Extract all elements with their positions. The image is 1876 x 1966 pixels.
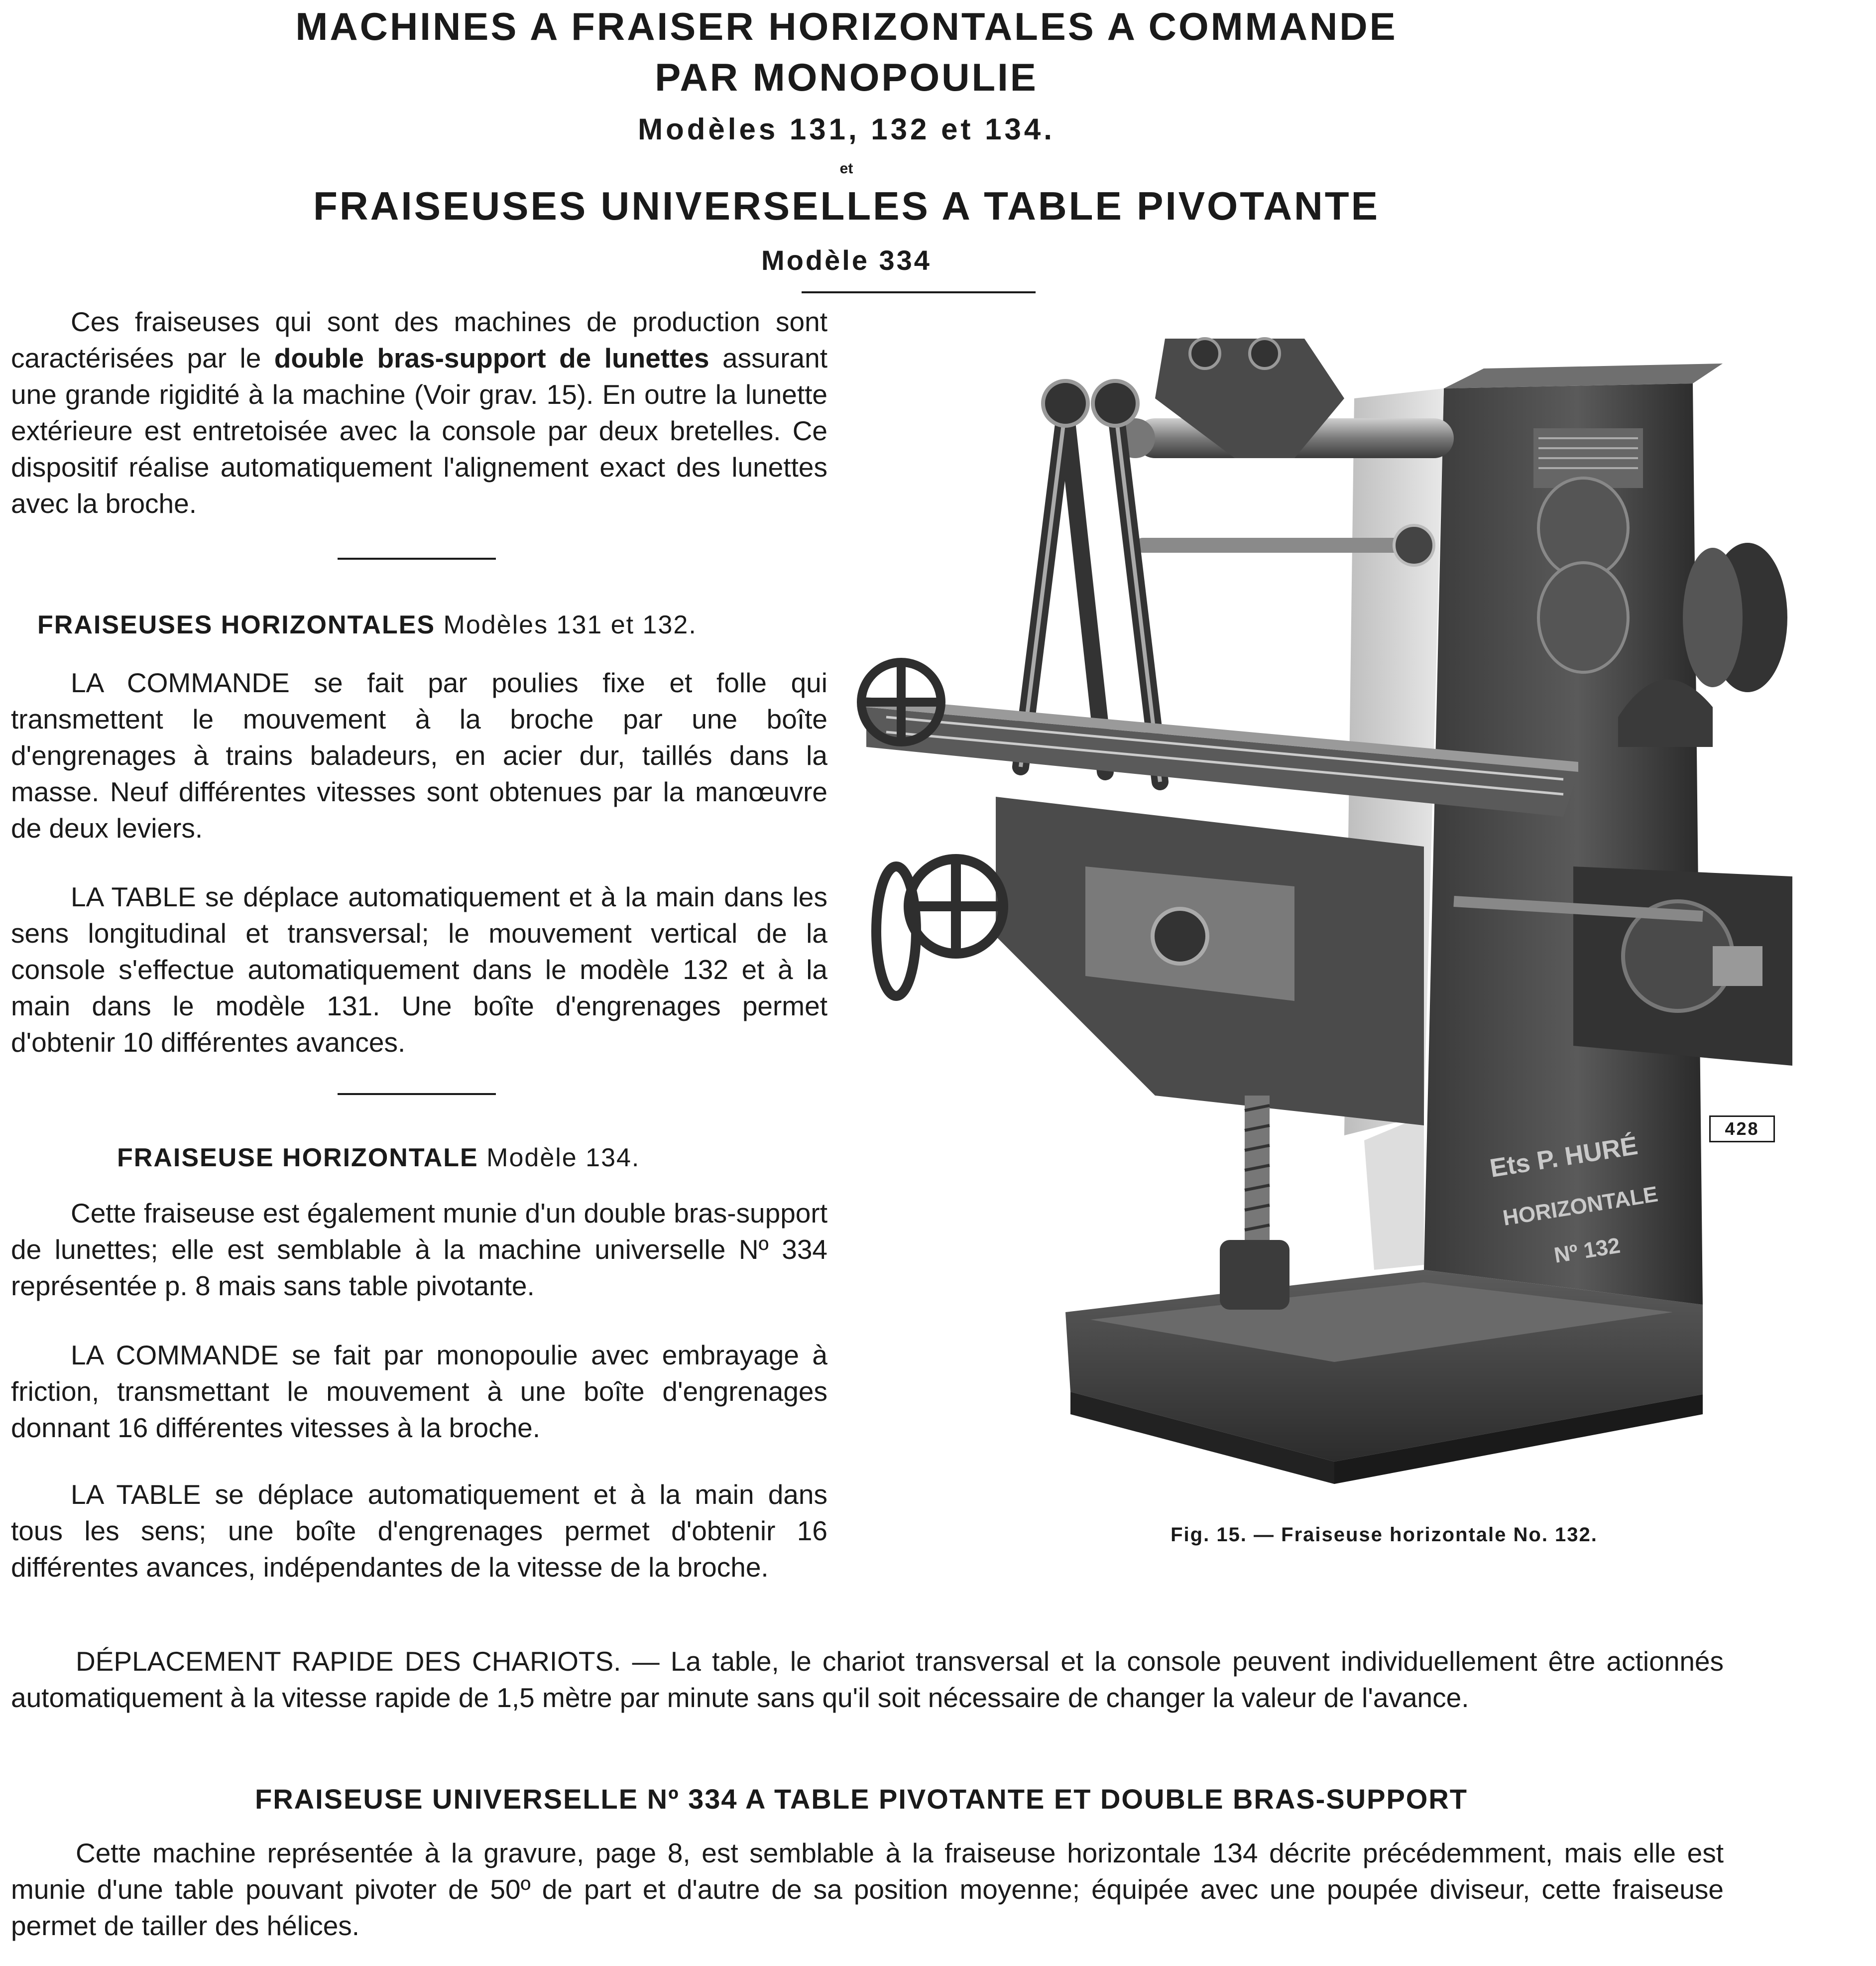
- section-134-heading-rest: Modèle 134.: [478, 1143, 640, 1172]
- intro-text-bold: double bras-support de lunettes: [274, 343, 709, 373]
- handwheel-icon: [909, 859, 1003, 954]
- main-title-line2: PAR MONOPOULIE: [655, 55, 1038, 99]
- section-134-table: LA TABLE se déplace automatiquement et à la main dans tous les sens; une boîte d'engrenages permet d'obtenir 16 différentes avances, indépendantes de la vitesse de la broche.: [11, 1479, 827, 1583]
- figure-number-tag: 428: [1709, 1115, 1775, 1142]
- intro-text-after: assurant une grande rigidité à la machine (Voir grav. 15). En outre la lunette extérieure est entretoisée avec la console par deux bretelles. Ce dispositif réalise automatiquement l'alignement exact des lunettes avec la broche.: [11, 343, 827, 519]
- section-134-heading-bold: FRAISEUSE HORIZONTALE: [117, 1143, 478, 1172]
- connector-text: et: [839, 160, 853, 177]
- plate-type-text: HORIZONTALE: [1501, 1182, 1660, 1231]
- section-134-commande: LA COMMANDE se fait par monopoulie avec embrayage à friction, transmettant le mouvement à une boîte d'engrenages donnant 16 différentes vitesses à la broche.: [11, 1340, 827, 1443]
- section-334-paragraph: Cette machine représentée à la gravure, page 8, est semblable à la fraiseuse horizontale 134 décrite précédemment, mais elle est munie d'une table pouvant pivoter de 50º de part et d'autre de sa position moyenne; équipée avec une poupée diviseur, cette fraiseuse permet de tailler des hélices.: [11, 1838, 1724, 1941]
- section-131-132-heading-bold: FRAISEUSES HORIZONTALES: [37, 611, 436, 639]
- section-131-132-heading: [37, 610, 697, 640]
- section-131-132-heading-rest: Modèles 131 et 132.: [435, 611, 697, 639]
- intro-paragraph: [11, 304, 827, 522]
- plate-maker-text: Ets P. HURÉ: [1488, 1131, 1640, 1183]
- models-subtitle: Modèles 131, 132 et 134.: [638, 113, 1055, 146]
- plate-number-text: Nº 132: [1552, 1233, 1622, 1268]
- intro-text-before: Ces fraiseuses qui sont des machines de production sont caractérisées par le: [11, 306, 827, 373]
- rapid-travel-paragraph: DÉPLACEMENT RAPIDE DES CHARIOTS. — La table, le chariot transversal et la console peuvent individuellement être actionnés automatiquement à la vitesse rapide de 1,5 mètre par minute sans qu'il soit nécessaire de changer la valeur de l'avance.: [11, 1646, 1724, 1713]
- elevating-screw: [1220, 1096, 1290, 1310]
- overarm: [1115, 339, 1454, 565]
- section-134-heading: [117, 1143, 640, 1173]
- main-title-line1: MACHINES A FRAISER HORIZONTALES A COMMANDE: [295, 4, 1398, 48]
- knee-console: [996, 797, 1424, 1125]
- machine-base: [1065, 1270, 1703, 1484]
- bearing-icon: [1043, 381, 1088, 426]
- model-334-subtitle: Modèle 334: [761, 245, 932, 276]
- section-131-132-table: LA TABLE se déplace automatiquement et à la main dans les sens longitudinal et transversal; le mouvement vertical de la console s'effectue automatiquement dans le modèle 132 et à la main dans le modèle 131. Une boîte d'engrenages permet d'obtenir 10 différentes avances.: [11, 881, 827, 1058]
- section-131-132-commande: LA COMMANDE se fait par poulies fixe et folle qui transmettent le mouvement à la broche par une boîte d'engrenages à trains baladeurs, en acier dur, taillés dans la masse. Neuf différentes vitesses sont obtenues par la manœuvre de deux leviers.: [11, 667, 827, 844]
- section-divider-1: [338, 558, 496, 560]
- handwheel-icon: [861, 662, 941, 742]
- section-divider-2: [338, 1093, 496, 1095]
- secondary-title: FRAISEUSES UNIVERSELLES A TABLE PIVOTANTE: [313, 184, 1380, 228]
- section-334-heading: FRAISEUSE UNIVERSELLE Nº 334 A TABLE PIVOTANTE ET DOUBLE BRAS-SUPPORT: [254, 1783, 1468, 1815]
- figure-caption: Fig. 15. — Fraiseuse horizontale No. 132.: [1171, 1524, 1598, 1546]
- milling-machine-illustration: [856, 269, 1792, 1504]
- section-134-intro: Cette fraiseuse est également munie d'un double bras-support de lunettes; elle est semblable à la machine universelle Nº 334 représentée p. 8 mais sans table pivotante.: [11, 1198, 827, 1301]
